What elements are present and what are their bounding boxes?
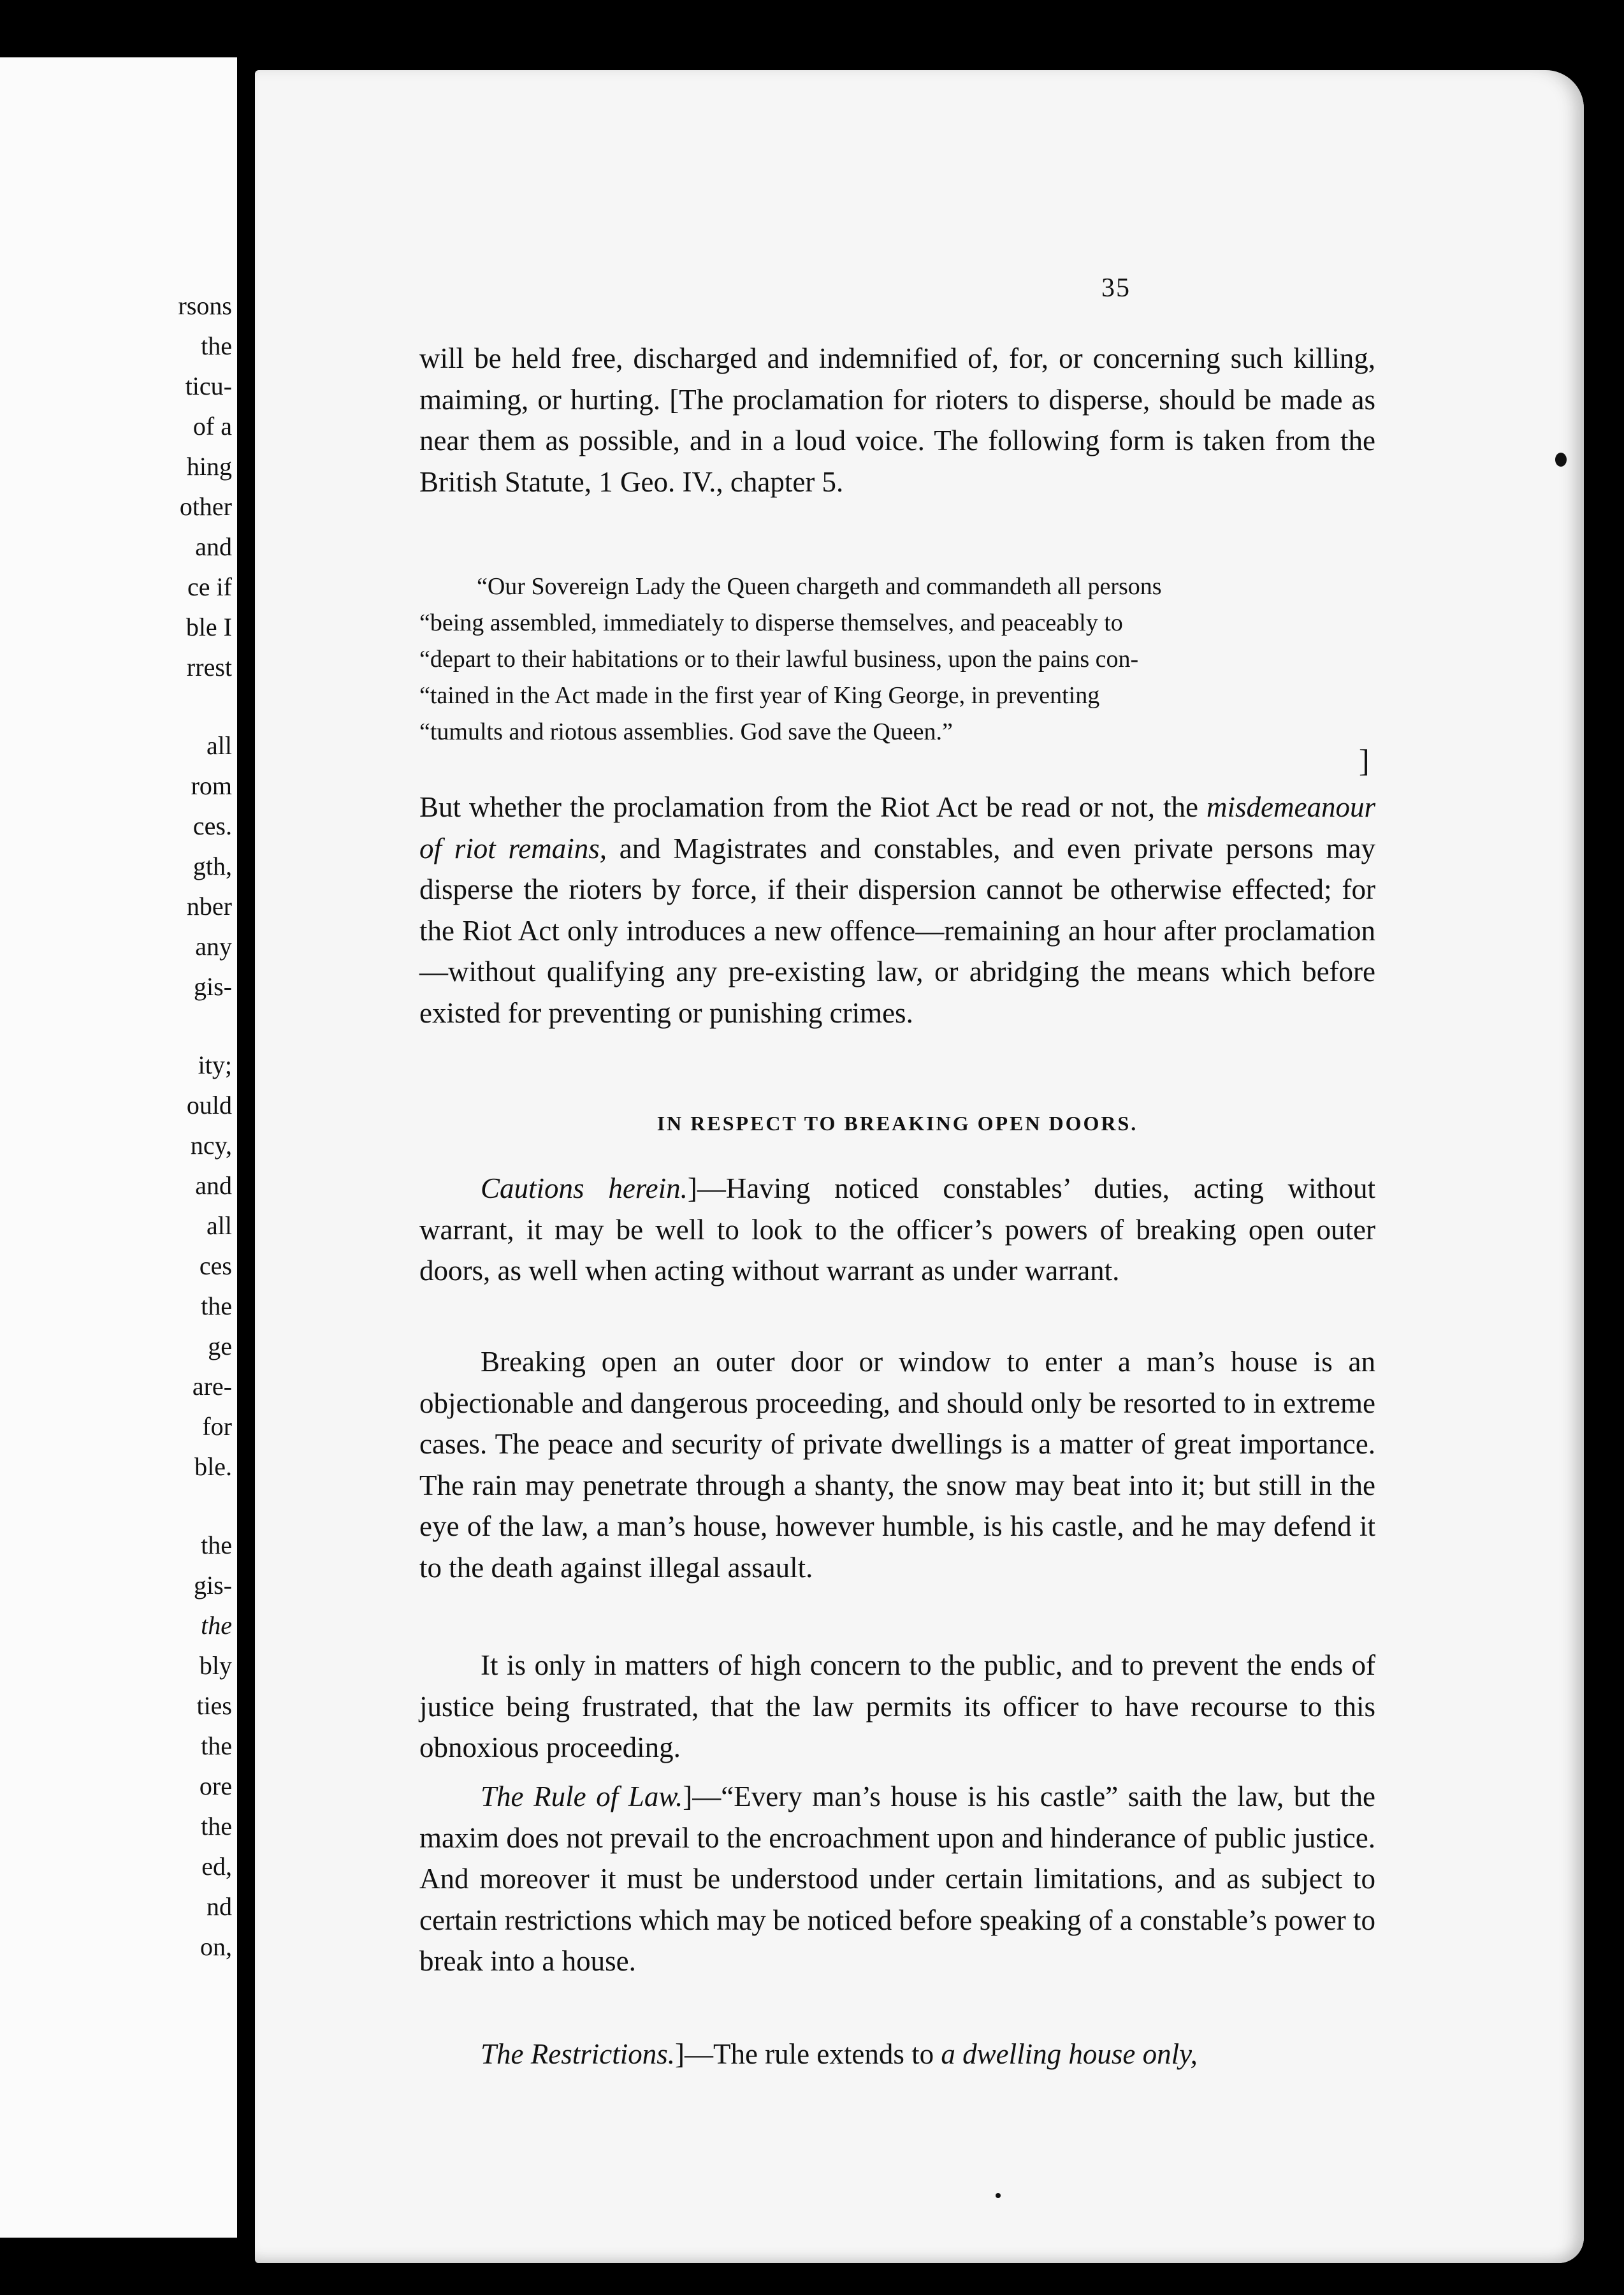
paragraph-3 [419, 1168, 1375, 1292]
left-page-line-fragment: ces [199, 1251, 232, 1280]
left-page-line-fragment: gis- [194, 972, 232, 1001]
left-page-line-fragment: all [207, 1211, 232, 1240]
left-page-line-fragment: rsons [178, 291, 232, 320]
left-page-line-fragment: and [195, 1171, 232, 1200]
left-page-line-fragment: nber [186, 892, 232, 921]
left-page-line-fragment: gth, [192, 852, 232, 880]
left-page-line-fragment: ge [208, 1332, 232, 1360]
ink-spot [996, 2193, 1001, 2198]
paragraph-6 [419, 1776, 1375, 1982]
left-page-line-fragment: the [201, 1812, 232, 1840]
left-page-line-fragment: the [201, 1611, 232, 1640]
left-page-line-fragment: ould [186, 1091, 232, 1119]
rule-of-law-label: The Rule of Law. [481, 1781, 683, 1812]
paragraph-2-start: But whether the proclamation from the Riot Act be read or not, the [419, 791, 1199, 823]
paragraph-2-rest: and Magistrates and constables, and even private persons may disperse the rioters by force, if their dispersion cannot be otherwise effected; for the Riot Act only introduces a new offence—remaining an hour after proclamation—without qualifying any pre-existing law, or abridging the means which before existed for preventing or punishing crimes. [419, 832, 1375, 1029]
paragraph-7 [419, 2034, 1375, 2075]
quote-line-2: “being assembled, immediately to disperse themselves, and peaceably to [419, 609, 1123, 636]
left-page-line-fragment: ces. [192, 812, 232, 840]
left-page-line-fragment: are- [192, 1372, 232, 1401]
left-page-line-fragment: the [201, 1731, 232, 1760]
left-page-line-fragment: ore [199, 1772, 232, 1800]
proclamation-quote [419, 569, 1375, 750]
left-page-line-fragment: gis- [194, 1571, 232, 1599]
closing-bracket: ] [1359, 743, 1370, 778]
left-page-line-fragment: ties [196, 1691, 232, 1720]
left-page-line-fragment: rom [191, 771, 232, 800]
left-page-line-fragment: of a [192, 412, 232, 441]
left-page-line-fragment: on, [200, 1932, 232, 1961]
left-page-line-fragment: for [202, 1412, 232, 1441]
restrictions-label: The Restrictions. [481, 2038, 675, 2070]
page-number: 35 [1101, 273, 1131, 303]
dwelling-house-only: a dwelling house only, [941, 2038, 1198, 2070]
left-facing-page [0, 57, 237, 2238]
left-page-line-fragment: and [195, 532, 232, 561]
left-page-line-fragment: ity; [198, 1051, 232, 1079]
paragraph-2 [419, 787, 1375, 1033]
left-page-line-fragment: hing [186, 452, 232, 481]
left-page-line-fragment: the [201, 1292, 232, 1320]
paragraph-7-text: ]—The rule extends to [674, 2038, 941, 2070]
paragraph-5: It is only in matters of high concern to the public, and to prevent the ends of justice being frustrated, that the law permits its officer to have recourse to this obnoxious proceeding. [419, 1649, 1375, 1763]
quote-line-1: “Our Sovereign Lady the Queen chargeth and commandeth all persons [477, 573, 1162, 600]
paragraph-3-text: ]—Having noticed constables’ duties, acting without warrant, it may be well to look to the officer’s powers of breaking open outer doors, as well when acting without warrant as under warrant. [419, 1172, 1375, 1286]
left-page-line-fragment: the [201, 1531, 232, 1559]
quote-line-4: “tained in the Act made in the first year of King George, in preventing [419, 682, 1100, 709]
right-page [255, 70, 1584, 2263]
left-page-line-fragment: nd [207, 1892, 232, 1921]
quote-line-5: “tumults and riotous assemblies. God save the Queen.” [419, 718, 953, 745]
ink-spot [1555, 453, 1567, 467]
quote-line-3: “depart to their habitations or to their lawful business, upon the pains con- [419, 646, 1139, 673]
left-page-line-fragment: ble I [185, 613, 232, 641]
paragraph-4: Breaking open an outer door or window to enter a man’s house is an objectionable and dangerous proceeding, and should only be resorted to in extreme cases. The peace and security of private dwellings is a matter of great importance. The rain may penetrate through a shanty, the snow may beat into it; but still in the eye of the law, a man’s house, however humble, is his castle, and he may defend it to the death against illegal assault. [419, 1346, 1375, 1584]
paragraph-1: will be held free, discharged and indemnified of, for, or concerning such killing, maiming, or hurting. [The proclamation for rioters to disperse, should be made as near them as possible, and in a loud voice. The following form is taken from the British Statute, 1 Geo. IV., chapter 5. [419, 342, 1375, 498]
paragraph-2-italic: misdemeanour of riot remains, [419, 791, 1376, 864]
left-page-line-fragment: bly [199, 1651, 232, 1680]
left-page-line-fragment: any [195, 932, 232, 961]
left-page-line-fragment: all [207, 731, 232, 760]
left-page-line-fragment: the [201, 332, 232, 360]
left-page-line-fragment: ticu- [185, 372, 232, 400]
left-page-line-fragment: ble. [194, 1452, 232, 1481]
left-page-line-fragment: ed, [201, 1852, 232, 1881]
paragraph-6-text: ]—“Every man’s house is his castle” saith the law, but the maxim does not prevail to the encroachment upon and hinderance of public justice. And moreover it must be understood under certain limitations, and as subject to certain restrictions which may be noticed before speaking of a constable’s power to break into a house. [419, 1781, 1375, 1977]
left-page-line-fragment: ce if [187, 572, 232, 601]
left-page-line-fragment: rrest [186, 653, 232, 681]
left-page-line-fragment: other [179, 492, 232, 521]
section-heading: IN RESPECT TO BREAKING OPEN DOORS. [656, 1112, 1138, 1135]
cautions-herein-label: Cautions herein. [481, 1172, 688, 1204]
left-page-line-fragment: ncy, [190, 1131, 232, 1160]
